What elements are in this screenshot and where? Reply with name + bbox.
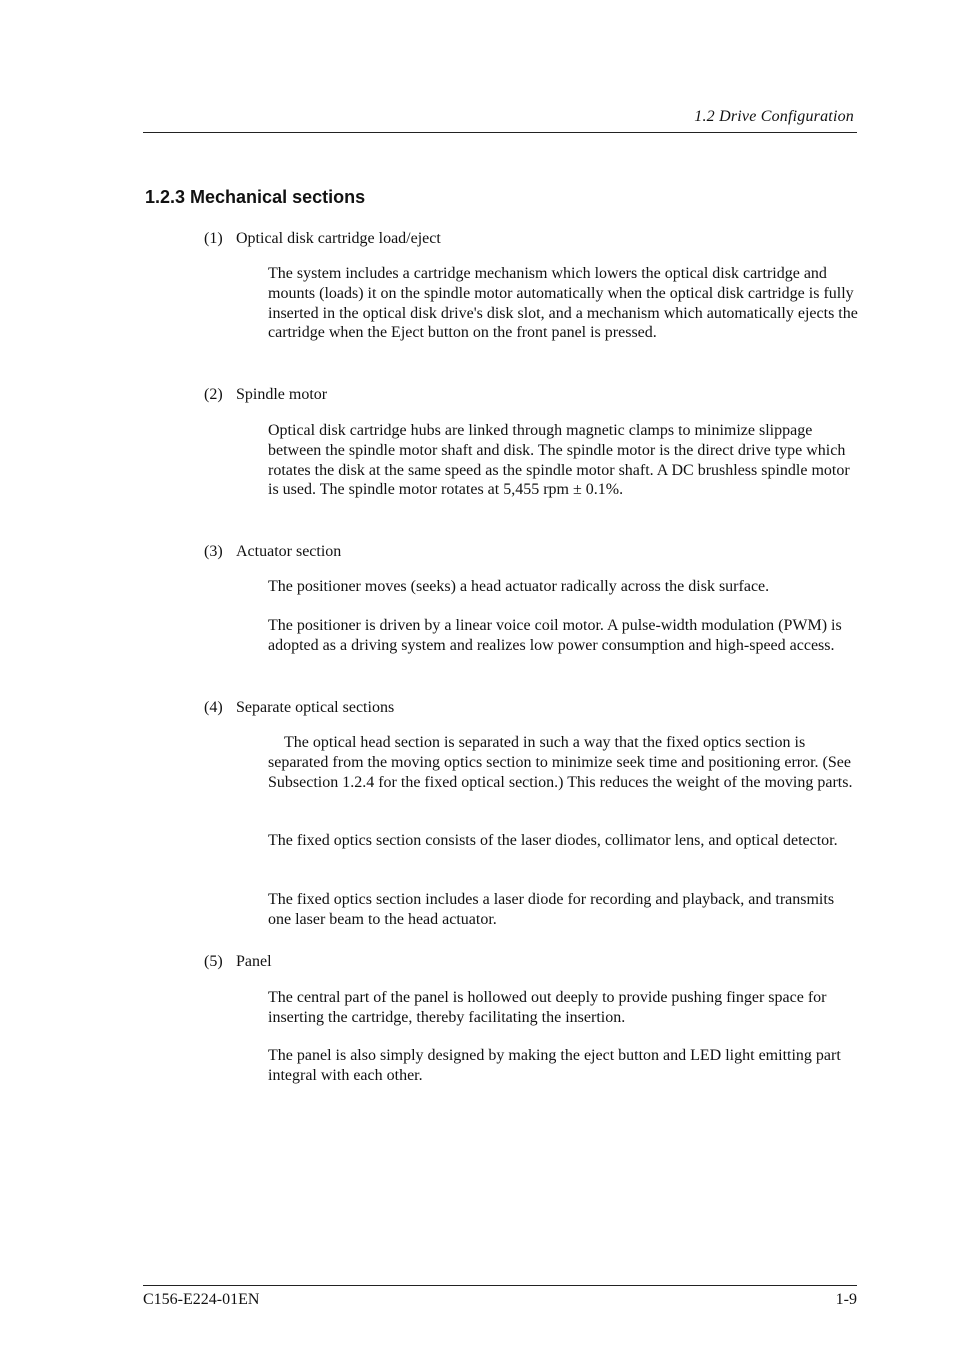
paragraph: Optical disk cartridge hubs are linked through magnetic clamps to minimize slippage between the spindle motor shaft and disk. The spindle motor is the direct drive type which rotates the disk at the same speed as the spindle motor shaft. A DC brushless spindle motor is used. The spindle motor rotates at 5,455 rpm ± 0.1%. bbox=[268, 422, 850, 499]
paragraph: The panel is also simply designed by making the eject button and LED light emitting part integral with each other. bbox=[268, 1047, 841, 1084]
item-title bbox=[204, 386, 327, 404]
footer-rule bbox=[143, 1285, 857, 1286]
page-number: 1-9 bbox=[835, 1291, 857, 1308]
paragraph: The central part of the panel is hollowed out deeply to provide pushing finger space for inserting the cartridge, thereby facilitating the insertion. bbox=[268, 989, 827, 1026]
item-number: (2) bbox=[204, 386, 223, 403]
paragraph: The positioner is driven by a linear voice coil motor. A pulse-width modulation (PWM) is adopted as a driving system and realizes low power consumption and high-speed access. bbox=[268, 617, 842, 654]
item-number: (4) bbox=[204, 699, 223, 716]
section-heading: 1.2.3 Mechanical sections bbox=[145, 187, 366, 207]
item-title-text: Optical disk cartridge load/eject bbox=[236, 230, 441, 247]
item-number: (5) bbox=[204, 953, 223, 970]
item-number: (1) bbox=[204, 230, 223, 247]
item-title bbox=[204, 699, 394, 717]
item-title-text: Panel bbox=[236, 953, 272, 970]
item-title-text: Spindle motor bbox=[236, 386, 328, 403]
paragraph: The system includes a cartridge mechanism which lowers the optical disk cartridge and mounts (loads) it on the spindle motor automatically when the optical disk cartridge is fully inserted in the optical disk drive's disk slot, and a mechanism which automatically ejects the cartridge when the Eject button on the front panel is pressed. bbox=[268, 265, 858, 342]
item-title-text: Separate optical sections bbox=[236, 699, 395, 716]
item-title bbox=[204, 543, 341, 561]
footer-doc-code: C156-E224-01EN bbox=[143, 1291, 260, 1308]
item-number: (3) bbox=[204, 543, 223, 560]
running-header: 1.2 Drive Configuration bbox=[694, 108, 854, 125]
paragraph: The optical head section is separated in such a way that the fixed optics section is separated from the moving optics section to minimize seek time and positioning error. (See Subsection 1.2.4 for the fixed optical section.) This reduces the weight of the moving parts. bbox=[268, 734, 853, 791]
item-title bbox=[204, 230, 441, 248]
header-rule bbox=[143, 132, 857, 133]
item-title bbox=[204, 953, 272, 971]
paragraph: The positioner moves (seeks) a head actuator radically across the disk surface. bbox=[268, 578, 770, 595]
paragraph: The fixed optics section consists of the laser diodes, collimator lens, and optical detector. bbox=[268, 832, 838, 849]
paragraph: The fixed optics section includes a laser diode for recording and playback, and transmits one laser beam to the head actuator. bbox=[268, 891, 835, 928]
item-title-text: Actuator section bbox=[236, 543, 342, 560]
